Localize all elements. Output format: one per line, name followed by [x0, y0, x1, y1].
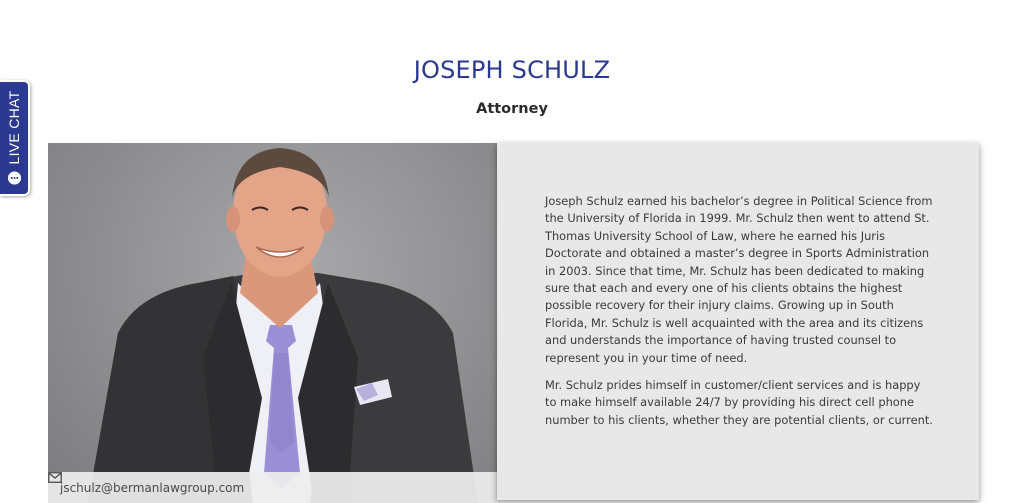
bio-panel — [497, 143, 979, 500]
email-bar — [48, 472, 500, 503]
email-link[interactable]: jschulz@bermanlawgroup.com — [60, 480, 245, 495]
attorney-photo — [48, 143, 500, 503]
portrait-illustration — [48, 143, 500, 503]
attorney-name: JOSEPH SCHULZ — [413, 56, 611, 84]
chat-bubble-icon — [7, 171, 22, 186]
bio-paragraph: Mr. Schulz prides himself in customer/client services and is happy to make himself available 24/7 by providing his direct cell phone number to his clients, whether they are potential clients, or current. — [545, 378, 933, 427]
live-chat-button[interactable] — [0, 80, 30, 196]
live-chat-label: LIVE CHAT — [6, 90, 22, 165]
envelope-icon — [48, 472, 62, 483]
attorney-title: Attorney — [476, 101, 548, 117]
bio-paragraph: Joseph Schulz earned his bachelor’s degree in Political Science from the University of Florida in 1999. Mr. Schulz then went to attend St. Thomas University School of Law, where he earned his Juris Doctorate and obtained a master’s degree in Sports Administration in 2003. Since that time, Mr. Schulz has been dedicated to making sure that each and every one of his clients obtains the highest possible recovery for their injury claims. Growing up in South Florida, Mr. Schulz is well acquainted with the area and its citizens and understands the importance of having trusted counsel to represent you in your time of need. — [545, 194, 933, 365]
